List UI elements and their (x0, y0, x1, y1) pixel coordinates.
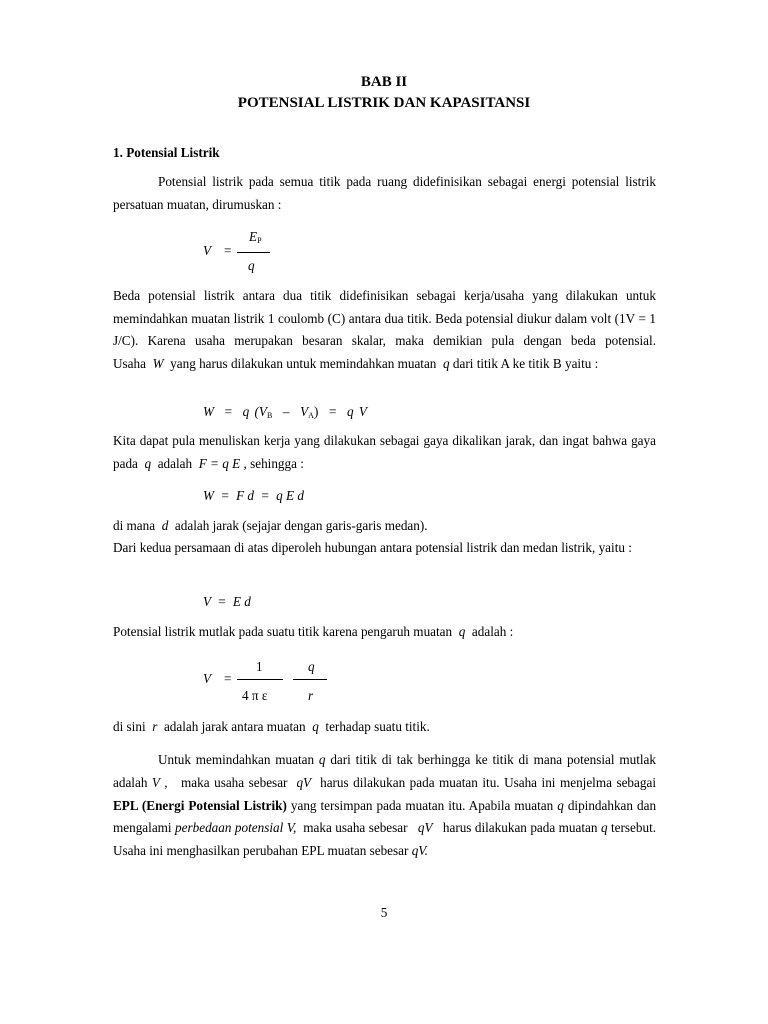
paragraph-relation: Dari kedua persamaan di atas diperoleh hubungan antara potensial listrik dan medan listrik, yaitu : (113, 540, 632, 555)
eq5-fraction-bar-2 (293, 679, 327, 680)
eq1-lhs: V (203, 243, 212, 258)
eq5-fraction-bar-1 (237, 679, 283, 680)
eq5-denominator-1: 4 π ε (242, 688, 268, 703)
section-heading: 1. Potensial Listrik (113, 145, 220, 160)
page-number: 5 (380, 905, 388, 920)
eq5-equals: = (224, 671, 232, 686)
paragraph-potential-difference: Beda potensial listrik antara dua titik didefinisikan sebagai kerja/usaha yang dilakukan untuk memindahkan muatan listrik 1 coulomb (C) antara dua titik. Beda potensial diukur dalam volt (1V = 1 J/C). Karena usaha merupakan besaran skalar, maka demikian pula dengan beda potensial. Usaha W yang harus dilakukan untuk memindahkan muatan q dari titik A ke titik B yaitu : (113, 288, 656, 371)
chapter-title: POTENSIAL LISTRIK DAN KAPASITANSI (237, 95, 531, 111)
equation-work: W = q $(V_B - V_A) = q$ V (203, 404, 367, 420)
eq1-equals: = (224, 243, 232, 258)
eq1-fraction-bar (237, 252, 270, 253)
paragraph-where-r: di sini r adalah jarak antara muatan q terhadap suatu titik. (113, 719, 430, 734)
paragraph-absolute-potential: Potensial listrik mutlak pada suatu titik karena pengaruh muatan q adalah : (113, 624, 514, 639)
eq5-numerator-2: q (308, 659, 315, 674)
eq1-denominator: q (248, 258, 255, 273)
chapter-label: BAB II (360, 74, 408, 90)
eq5-denominator-2: r (308, 688, 314, 703)
eq1-numerator: $E_P$ (249, 229, 262, 245)
eq5-lhs: V (203, 671, 212, 686)
paragraph-where-d: di mana d adalah jarak (sejajar dengan garis-garis medan). (113, 518, 428, 533)
equation-work-field: W = F d = q E d (203, 488, 304, 503)
equation-field-relation: V = E d (203, 594, 251, 609)
epl-term: EPL (Energi Potensial Listrik) (113, 797, 287, 813)
eq5-numerator-1: 1 (256, 659, 263, 674)
paragraph-epl: Untuk memindahkan muatan q dari titik di tak berhingga ke titik di mana potensial mutlak adalah V , maka usaha sebesar qV harus dilakukan pada muatan itu. Usaha ini menjelma sebagai EPL (Energi Potensial Listrik) yang tersimpan pada muatan itu. Apabila muatan q dipindahkan dan mengalami perbedaan potensial V, maka usaha sebesar qV harus dilakukan pada muatan q tersebut. Usaha ini menghasilkan perubahan EPL muatan sebesar qV. (113, 752, 657, 859)
paragraph-force-distance: Kita dapat pula menuliskan kerja yang dilakukan sebagai gaya dikalikan jarak, dan ingat bahwa gaya pada q adalah F = q E , sehingga : (113, 433, 656, 471)
paragraph-definition: Potensial listrik pada semua titik pada ruang didefinisikan sebagai energi potensial listrik persatuan muatan, dirumuskan : (113, 174, 656, 212)
